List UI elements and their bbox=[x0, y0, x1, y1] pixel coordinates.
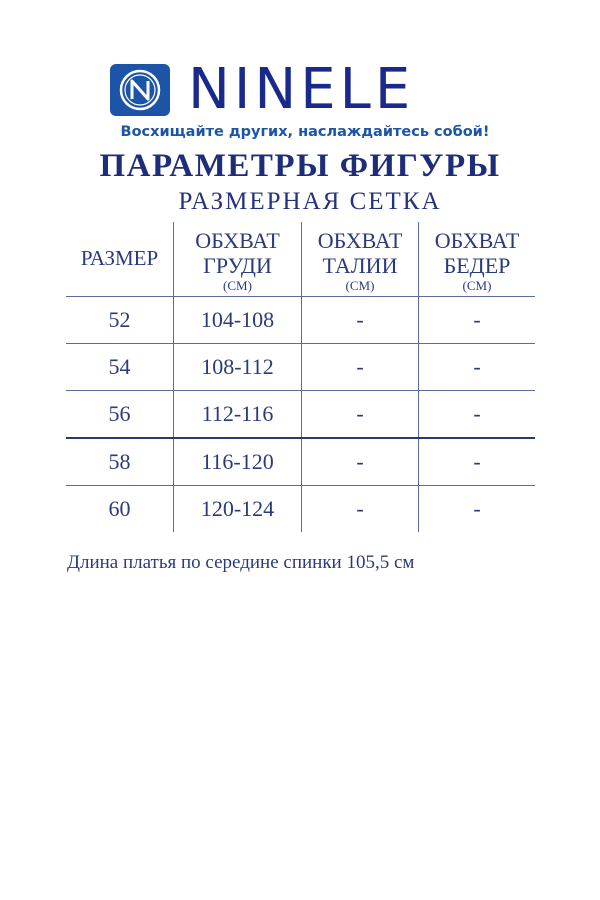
cell-size: 58 bbox=[66, 438, 174, 486]
size-chart-table bbox=[66, 222, 535, 532]
cell-chest: 112-116 bbox=[174, 390, 302, 438]
cell-hips: - bbox=[419, 343, 536, 390]
cell-waist: - bbox=[302, 390, 419, 438]
header-waist-unit: (СМ) bbox=[345, 278, 375, 293]
table-row bbox=[66, 343, 535, 390]
brand-name: NINELE bbox=[188, 57, 415, 122]
cell-size: 52 bbox=[66, 296, 174, 343]
header-chest-unit: (СМ) bbox=[223, 278, 252, 293]
page-title: ПАРАМЕТРЫ ФИГУРЫ bbox=[99, 148, 501, 184]
header-waist bbox=[302, 222, 419, 296]
table-row bbox=[66, 390, 535, 438]
table-row bbox=[66, 485, 535, 532]
cell-size: 54 bbox=[66, 343, 174, 390]
header-waist-line1: ОБХВАТ bbox=[317, 228, 403, 253]
header-hips-line1: ОБХВАТ bbox=[434, 228, 520, 253]
header-hips-unit: (СМ) bbox=[462, 278, 492, 293]
table-row bbox=[66, 438, 535, 486]
page-subtitle: РАЗМЕРНАЯ СЕТКА bbox=[178, 188, 442, 215]
cell-size: 60 bbox=[66, 485, 174, 532]
header-waist-line2: ТАЛИИ bbox=[322, 253, 398, 278]
cell-chest: 104-108 bbox=[174, 296, 302, 343]
brand-slogan: Восхищайте других, наслаждайтесь собой! bbox=[120, 124, 490, 140]
header-hips-line2: БЕДЕР bbox=[443, 253, 511, 278]
cell-waist: - bbox=[302, 438, 419, 486]
cell-chest: 108-112 bbox=[174, 343, 302, 390]
table-row bbox=[66, 296, 535, 343]
cell-chest: 120-124 bbox=[174, 485, 302, 532]
cell-waist: - bbox=[302, 296, 419, 343]
cell-chest: 116-120 bbox=[174, 438, 302, 486]
dress-length-note: Длина платья по середине спинки 105,5 см bbox=[67, 552, 415, 573]
cell-waist: - bbox=[302, 485, 419, 532]
header-size: РАЗМЕР bbox=[80, 246, 159, 271]
cell-size: 56 bbox=[66, 390, 174, 438]
brand-logo bbox=[110, 57, 415, 122]
cell-hips: - bbox=[419, 485, 536, 532]
header-chest-line1: ОБХВАТ bbox=[195, 228, 280, 253]
header-chest bbox=[174, 222, 302, 296]
n-monogram-logo-icon bbox=[110, 64, 170, 116]
cell-hips: - bbox=[419, 438, 536, 486]
table-header-row bbox=[66, 222, 535, 296]
cell-waist: - bbox=[302, 343, 419, 390]
header-hips bbox=[419, 222, 536, 296]
cell-hips: - bbox=[419, 390, 536, 438]
cell-hips: - bbox=[419, 296, 536, 343]
header-chest-line2: ГРУДИ bbox=[203, 253, 272, 278]
